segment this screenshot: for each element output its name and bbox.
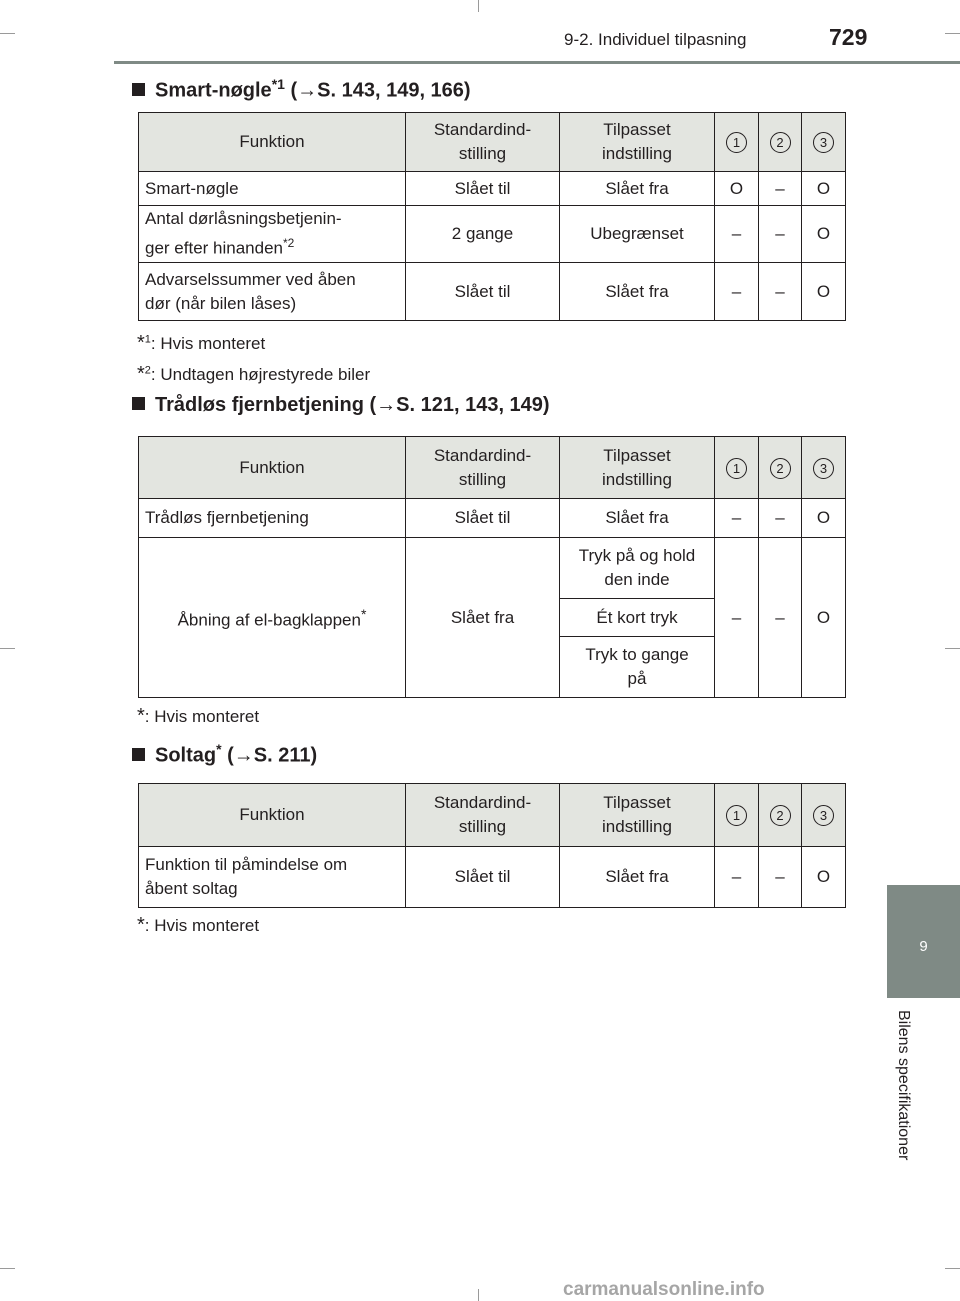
smart-key-table <box>138 112 846 321</box>
cell-standard: Slået til <box>406 847 560 908</box>
header-col-2 <box>759 784 802 847</box>
cell-col-1: – <box>715 263 759 321</box>
crop-mark <box>945 1268 960 1269</box>
cell-standard: Slået til <box>406 499 560 538</box>
header-standard: Standardind- stilling <box>406 784 560 847</box>
header-funktion: Funktion <box>139 113 406 172</box>
table-header-row <box>139 784 846 847</box>
cell-col-1: – <box>715 847 759 908</box>
cell-col-3: O <box>802 263 846 321</box>
circled-3-icon: 3 <box>813 458 834 479</box>
header-standard: Standardind- stilling <box>406 437 560 499</box>
crop-mark <box>478 1289 479 1301</box>
header-tilpasset: Tilpasset indstilling <box>560 113 715 172</box>
cell-col-1: O <box>715 172 759 206</box>
table-header-row <box>139 437 846 499</box>
circled-3-icon: 3 <box>813 805 834 826</box>
cell-funktion: Antal dørlåsningsbetjenin- ger efter hinanden$^{*2}$ <box>139 206 406 263</box>
cell-tilpasset: Slået fra <box>560 263 715 321</box>
cell-tilpasset-option: Tryk to gange på <box>560 637 715 698</box>
cell-funktion: Smart-nøgle <box>139 172 406 206</box>
header-funktion: Funktion <box>139 437 406 499</box>
header-col-3 <box>802 437 846 499</box>
cell-col-3: O <box>802 172 846 206</box>
footnote-1: *$^1$: Hvis monteret <box>137 332 266 354</box>
cell-tilpasset: Slået fra <box>560 499 715 538</box>
section-title-sunroof: Soltag* (→S. 211) <box>132 741 317 768</box>
cell-col-2: – <box>759 263 802 321</box>
section-title-wireless-remote: Trådløs fjernbetjening (→S. 121, 143, 149) <box>132 394 550 417</box>
cell-col-3: O <box>802 538 846 698</box>
header-col-3 <box>802 784 846 847</box>
circled-2-icon: 2 <box>770 458 791 479</box>
cell-col-3: O <box>802 847 846 908</box>
cell-funktion: Åbning af el-bagklappen* <box>139 538 406 698</box>
sunroof-table <box>138 783 846 908</box>
cell-tilpasset: Ubegrænset <box>560 206 715 263</box>
cell-col-2: – <box>759 538 802 698</box>
header-col-2 <box>759 113 802 172</box>
header-col-3 <box>802 113 846 172</box>
cell-standard: 2 gange <box>406 206 560 263</box>
circled-3-icon: 3 <box>813 132 834 153</box>
header-rule <box>114 61 960 64</box>
cell-funktion: Funktion til påmindelse om åbent soltag <box>139 847 406 908</box>
cell-col-2: – <box>759 172 802 206</box>
cell-standard: Slået til <box>406 263 560 321</box>
cell-standard: Slået til <box>406 172 560 206</box>
header-tilpasset: Tilpasset indstilling <box>560 784 715 847</box>
cell-col-2: – <box>759 847 802 908</box>
table-row <box>139 499 846 538</box>
circled-1-icon: 1 <box>726 132 747 153</box>
crop-mark <box>478 0 479 12</box>
cell-col-1: – <box>715 206 759 263</box>
circled-2-icon: 2 <box>770 132 791 153</box>
footnote-sunroof: *: Hvis monteret <box>137 914 260 936</box>
page-number: 729 <box>829 24 868 50</box>
watermark: carmanualsonline.info <box>563 1279 765 1300</box>
header-col-1 <box>715 113 759 172</box>
header-col-1 <box>715 784 759 847</box>
cell-funktion: Advarselssummer ved åben dør (når bilen låses) <box>139 263 406 321</box>
table-row <box>139 847 846 908</box>
wireless-remote-table <box>138 436 846 698</box>
crop-mark <box>945 33 960 34</box>
header-tilpasset: Tilpasset indstilling <box>560 437 715 499</box>
cell-tilpasset-option: Tryk på og hold den inde <box>560 538 715 599</box>
table-row <box>139 206 846 263</box>
crop-mark <box>0 33 15 34</box>
cell-standard: Slået fra <box>406 538 560 698</box>
header-col-2 <box>759 437 802 499</box>
circled-2-icon: 2 <box>770 805 791 826</box>
cell-col-1: – <box>715 499 759 538</box>
cell-col-2: – <box>759 206 802 263</box>
circled-1-icon: 1 <box>726 458 747 479</box>
footnote-2: *$^2$: Undtagen højrestyrede biler <box>137 363 371 385</box>
header-funktion: Funktion <box>139 784 406 847</box>
cell-tilpasset: Slået fra <box>560 847 715 908</box>
table-row <box>139 263 846 321</box>
chapter-number: 9 <box>919 938 928 955</box>
cell-tilpasset: Slået fra <box>560 172 715 206</box>
cell-col-3: O <box>802 499 846 538</box>
footnote-wireless: *: Hvis monteret <box>137 705 260 727</box>
section-header: 9-2. Individuel tilpasning <box>564 30 747 49</box>
crop-mark <box>945 648 960 649</box>
square-bullet-icon <box>132 397 145 410</box>
cell-funktion: Trådløs fjernbetjening <box>139 499 406 538</box>
header-standard: Standardind- stilling <box>406 113 560 172</box>
table-header-row <box>139 113 846 172</box>
chapter-label: Bilens specifikationer <box>895 1010 912 1161</box>
square-bullet-icon <box>132 83 145 96</box>
table-row <box>139 538 846 599</box>
crop-mark <box>0 648 15 649</box>
cell-col-1: – <box>715 538 759 698</box>
cell-col-2: – <box>759 499 802 538</box>
circled-1-icon: 1 <box>726 805 747 826</box>
cell-tilpasset-option: Ét kort tryk <box>560 599 715 637</box>
section-title-smart-key: Smart-nøgle$^{*1}$ (→S. 143, 149, 166) <box>132 76 471 103</box>
crop-mark <box>0 1268 15 1269</box>
cell-col-3: O <box>802 206 846 263</box>
square-bullet-icon <box>132 748 145 761</box>
header-col-1 <box>715 437 759 499</box>
table-row <box>139 172 846 206</box>
